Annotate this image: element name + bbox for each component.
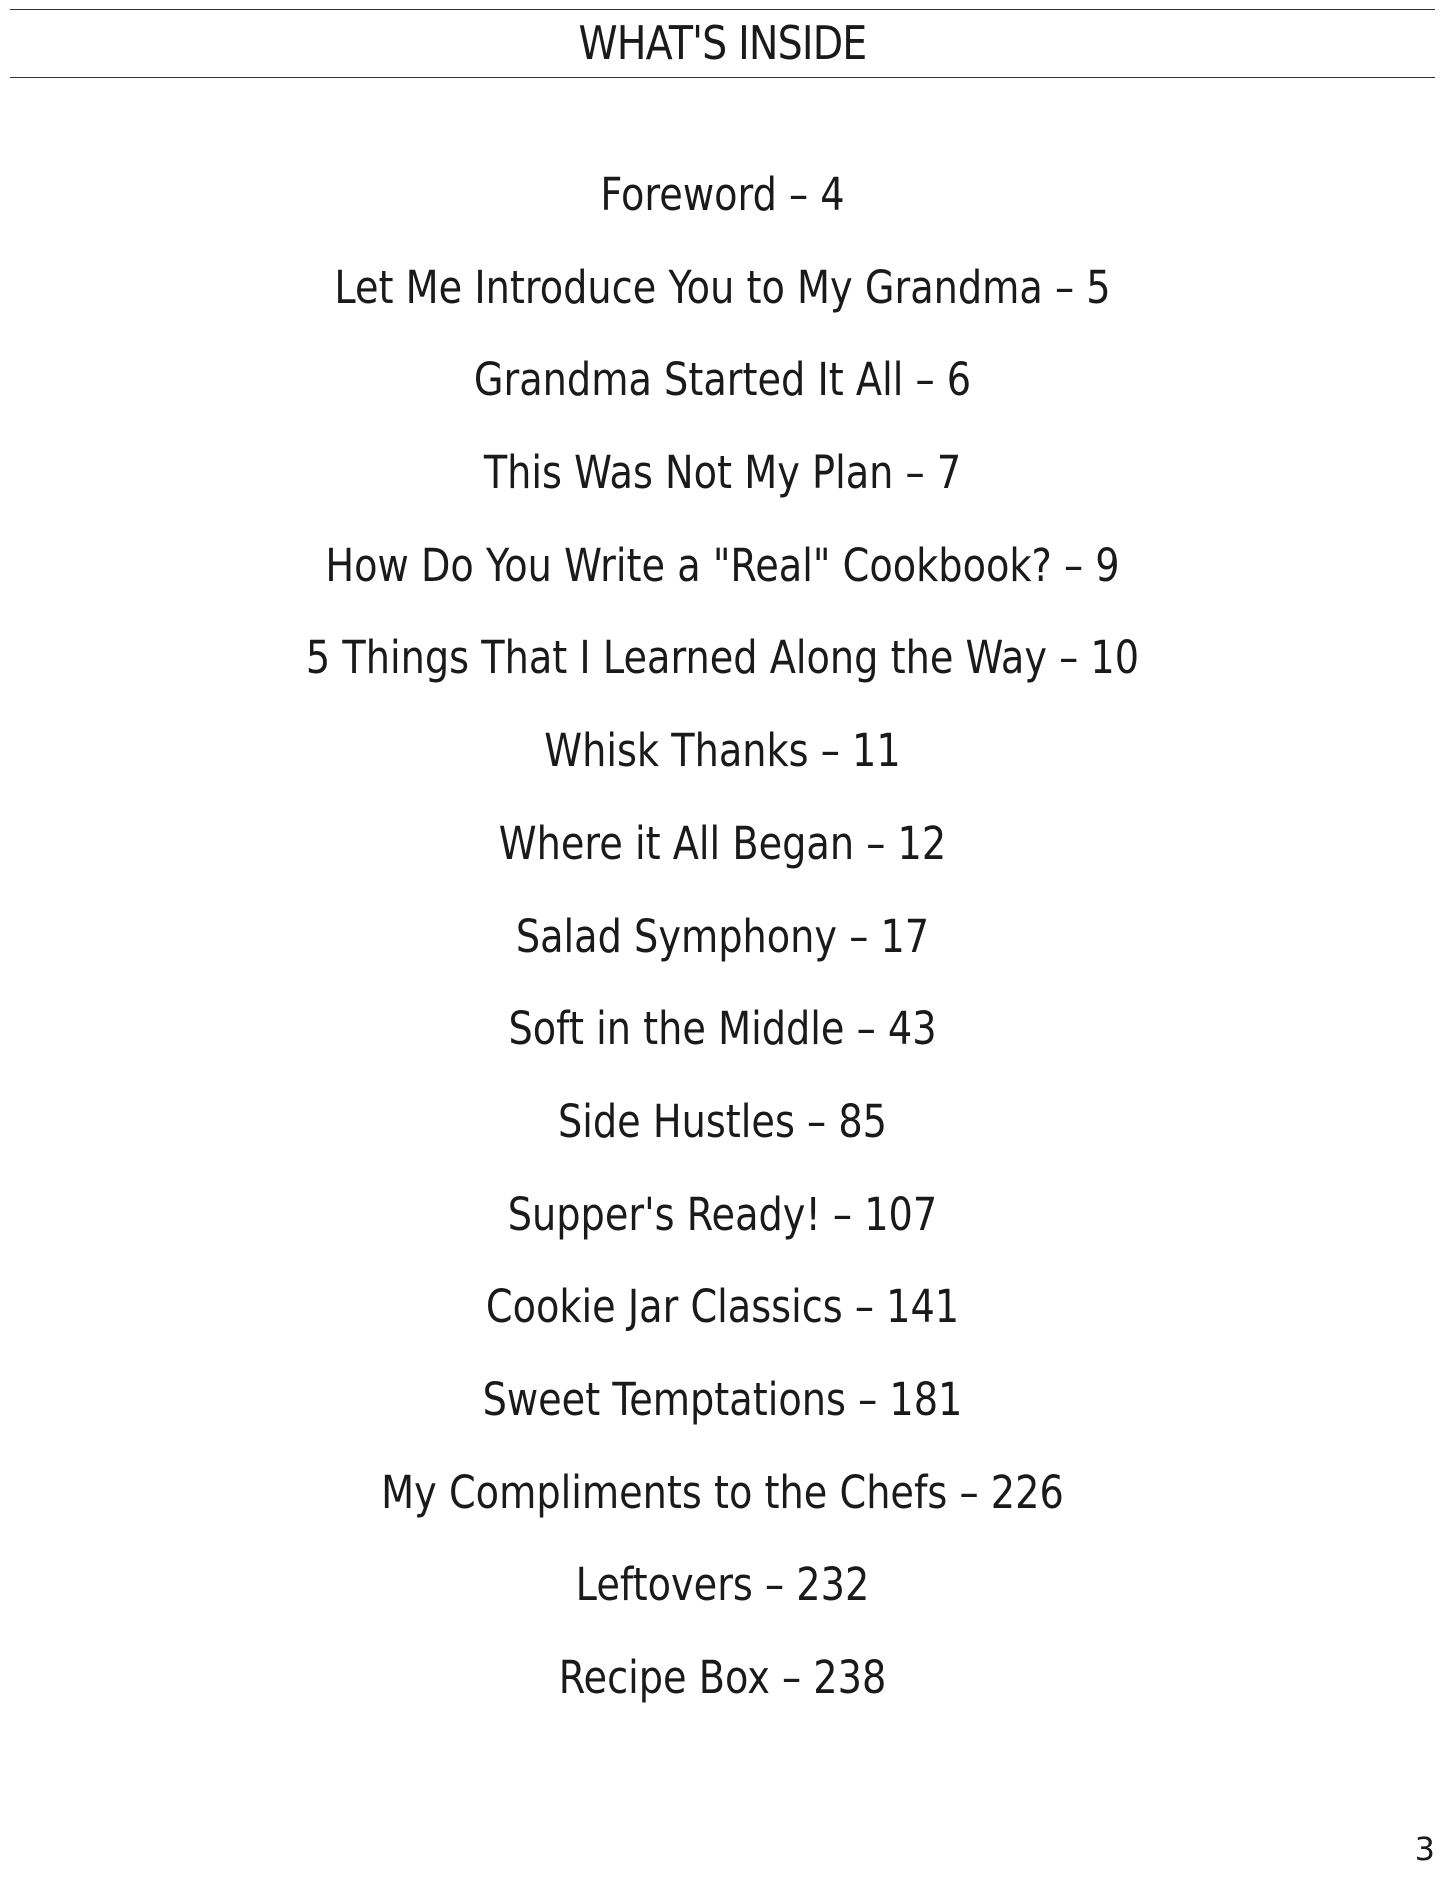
toc-entry-side-hustles[interactable]: Side Hustles – 85 xyxy=(557,1094,888,1148)
toc-entry-foreword[interactable]: Foreword – 4 xyxy=(600,168,845,221)
toc-entry-compliments-to-chefs[interactable]: My Compliments to the Chefs – 226 xyxy=(381,1465,1064,1519)
toc-entry-suppers-ready[interactable]: Supper's Ready! – 107 xyxy=(507,1187,938,1241)
toc-entry-recipe-box[interactable]: Recipe Box – 238 xyxy=(558,1651,887,1704)
toc-entry-whisk-thanks[interactable]: Whisk Thanks – 11 xyxy=(544,724,901,778)
page-number: 3 xyxy=(1414,1830,1435,1868)
toc-entry-five-things[interactable]: 5 Things That I Learned Along the Way – 10 xyxy=(305,631,1140,685)
table-of-contents xyxy=(0,162,1445,1738)
toc-entry-cookie-jar-classics[interactable]: Cookie Jar Classics – 141 xyxy=(485,1280,960,1334)
toc-entry-not-my-plan[interactable]: This Was Not My Plan – 7 xyxy=(483,446,962,500)
toc-entry-salad-symphony[interactable]: Salad Symphony – 17 xyxy=(515,909,930,963)
toc-entry-sweet-temptations[interactable]: Sweet Temptations – 181 xyxy=(482,1372,963,1426)
toc-entry-leftovers[interactable]: Leftovers – 232 xyxy=(575,1558,870,1612)
header-bottom-rule xyxy=(10,77,1435,78)
toc-entry-real-cookbook[interactable]: How Do You Write a "Real" Cookbook? – 9 xyxy=(325,538,1120,592)
toc-entry-soft-in-the-middle[interactable]: Soft in the Middle – 43 xyxy=(508,1002,937,1056)
page-title: WHAT'S INSIDE xyxy=(578,16,867,70)
toc-entry-grandma-started[interactable]: Grandma Started It All – 6 xyxy=(473,353,972,407)
toc-entry-introduce-grandma[interactable]: Let Me Introduce You to My Grandma – 5 xyxy=(334,260,1111,314)
header-top-rule xyxy=(10,9,1435,10)
toc-entry-where-it-began[interactable]: Where it All Began – 12 xyxy=(498,816,947,870)
